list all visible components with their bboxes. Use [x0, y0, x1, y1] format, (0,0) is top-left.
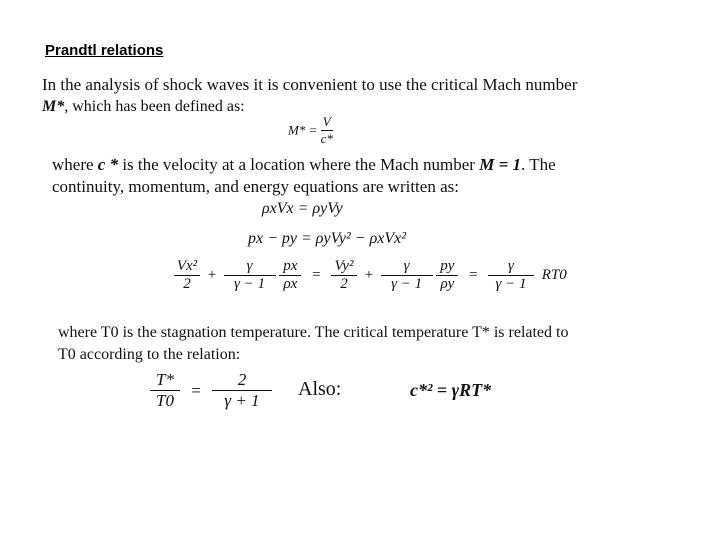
para2-text-b: is the velocity at a location where the Mach number	[118, 155, 480, 174]
equation-continuity: ρxVx = ρyVy	[262, 200, 343, 217]
para2-text-a: where	[52, 155, 98, 174]
equals-2: =	[468, 266, 479, 283]
equation-energy	[174, 258, 567, 293]
tstar-equals: =	[190, 380, 202, 400]
also-label: Also:	[298, 378, 342, 400]
equation-tstar	[150, 370, 272, 411]
mstar-numerator: V	[322, 114, 331, 129]
energy-term-4: $\frac{\text{Vy²}}{2}$	[331, 258, 357, 293]
mstar-denominator: c*	[320, 131, 333, 146]
plus-2: +	[363, 266, 374, 283]
para2-line-1	[52, 154, 556, 176]
para3-line-1: where T0 is the stagnation temperature. The critical temperature T* is related to	[58, 324, 569, 341]
m-equals-1: M = 1	[479, 155, 522, 174]
intro-line-2-text: , which has been defined as:	[64, 98, 245, 115]
equation-momentum: px − py = ρyVy² − ρxVx²	[248, 230, 407, 247]
tstar-rhs: $\frac{2}{\gamma + 1}$	[212, 370, 272, 411]
equals-1: =	[311, 266, 322, 283]
plus-1: +	[206, 266, 217, 283]
rt0-term: RT0	[541, 267, 567, 283]
energy-term-7: $\frac{\gamma}{\gamma - 1}$	[488, 258, 534, 293]
para2-line-2: continuity, momentum, and energy equations are written as:	[52, 177, 459, 196]
paragraph-3	[58, 322, 568, 366]
energy-term-6: $\frac{py}{\rho y}$	[436, 258, 458, 293]
intro-line-1: In the analysis of shock waves it is convenient to use the critical Mach number	[42, 75, 578, 94]
para2-text-c: . The	[521, 155, 556, 174]
energy-term-5: $\frac{\gamma}{\gamma - 1}$	[381, 258, 433, 293]
equation-mstar	[288, 114, 333, 147]
mstar-lhs: M* =	[288, 122, 318, 138]
equation-cstar: c*² = γRT*	[410, 380, 492, 400]
energy-term-1: $\frac{\text{Vx²}}{2}$	[174, 258, 200, 293]
mstar-fraction	[321, 114, 333, 147]
intro-paragraph	[42, 74, 577, 118]
energy-term-3: $\frac{px}{\rho x}$	[279, 258, 301, 293]
page-title: Prandtl relations	[45, 42, 164, 59]
cstar-symbol: c *	[97, 155, 119, 174]
para3-line-2: T0 according to the relation:	[58, 346, 241, 363]
mstar-symbol: M*	[42, 98, 65, 115]
energy-term-2: $\frac{\gamma}{\gamma - 1}$	[224, 258, 276, 293]
tstar-lhs: $\frac{T*}{T0}$	[150, 370, 180, 411]
paragraph-2	[52, 154, 556, 198]
